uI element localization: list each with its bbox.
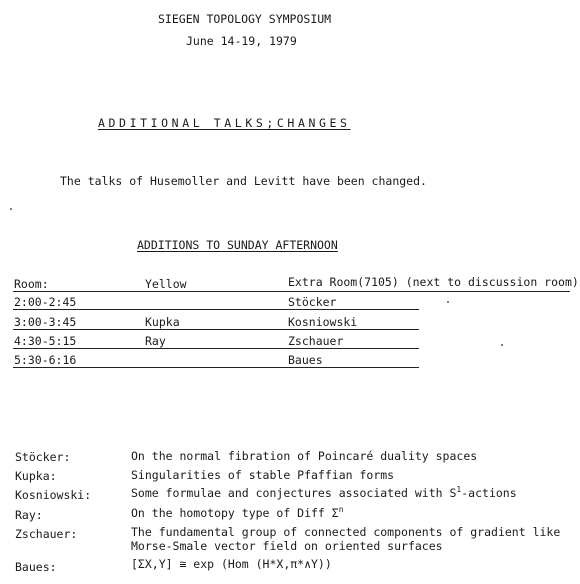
row-extra-speaker: Kosniowski — [288, 315, 358, 329]
column-header-yellow: Yellow — [145, 277, 187, 291]
scan-speck — [501, 344, 503, 346]
column-header-room: Room: — [14, 277, 49, 291]
superscript: n — [338, 505, 344, 514]
row-extra-speaker: Zschauer — [288, 334, 344, 348]
row-time: 4:30-5:15 — [14, 334, 77, 348]
scan-speck — [10, 208, 12, 210]
abstract-formula: [ΣX,Y] ≅ exp (Hom (H*X,π*∧Y)) — [131, 557, 332, 571]
row-time: 5:30-6:16 — [14, 353, 77, 367]
row-time: 2:00-2:45 — [14, 295, 77, 309]
abstract-title: Singularities of stable Pfaffian forms — [131, 468, 395, 482]
abstract-title-line2: Morse-Smale vector field on oriented surfaces — [131, 539, 443, 553]
abstract-title: On the normal fibration of Poincaré duality spaces — [131, 449, 478, 463]
abstract-title-line1: The fundamental group of connected components of gradient like — [131, 525, 561, 539]
row-rule — [13, 309, 419, 310]
row-extra-speaker: Baues — [288, 353, 323, 367]
symposium-dates: June 14-19, 1979 — [186, 34, 297, 48]
abstract-speaker: Zschauer: — [15, 527, 78, 541]
row-rule — [13, 329, 419, 330]
section-heading: ADDITIONAL TALKS;CHANGES — [98, 116, 351, 130]
row-time: 3:00-3:45 — [14, 315, 77, 329]
abstract-title-text: On the homotopy type of Diff Σ — [131, 505, 339, 520]
change-notice: The talks of Husemoller and Levitt have been changed. — [60, 174, 427, 188]
abstract-title — [131, 505, 344, 520]
abstract-speaker: Kupka: — [15, 469, 57, 483]
abstract-speaker: Baues: — [15, 560, 57, 574]
abstract-speaker: Stöcker: — [15, 450, 71, 464]
abstract-speaker: Ray: — [15, 508, 43, 522]
header-rule — [13, 291, 570, 292]
abstract-speaker: Kosniowski: — [15, 488, 92, 502]
abstract-title — [131, 485, 517, 500]
scan-speck — [447, 301, 449, 303]
schedule-title: ADDITIONS TO SUNDAY AFTERNOON — [137, 238, 338, 252]
superscript: 1 — [456, 485, 462, 494]
row-yellow-speaker: Ray — [145, 334, 166, 348]
row-rule — [13, 348, 419, 349]
column-header-extra-room: Extra Room(7105) (next to discussion room) — [288, 275, 579, 289]
row-yellow-speaker: Kupka — [145, 315, 180, 329]
abstract-title-text: Some formulae and conjectures associated with S — [131, 485, 457, 500]
abstract-title-text: -actions — [461, 485, 517, 500]
row-rule — [13, 367, 419, 368]
row-extra-speaker: Stöcker — [288, 295, 337, 309]
symposium-title: SIEGEN TOPOLOGY SYMPOSIUM — [158, 12, 332, 26]
